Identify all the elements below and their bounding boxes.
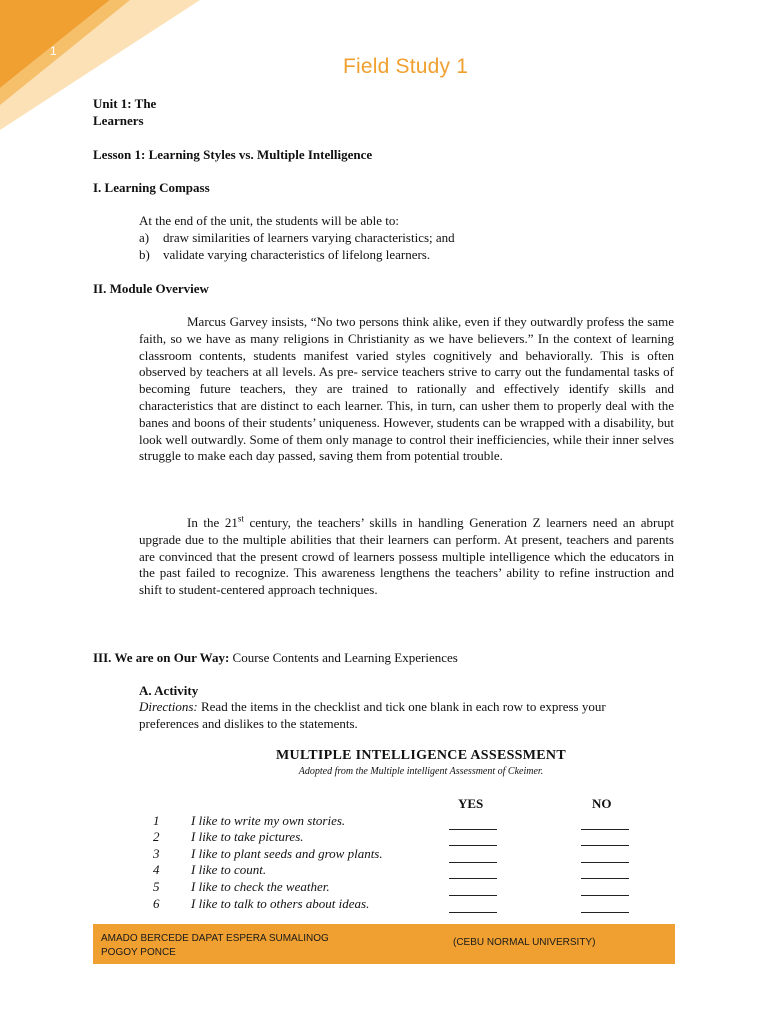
footer-bar xyxy=(93,924,675,964)
footer-university: (CEBU NORMAL UNIVERSITY) xyxy=(453,937,596,948)
unit-title xyxy=(93,95,156,129)
yes-column-header: YES xyxy=(458,796,484,811)
no-blank[interactable] xyxy=(581,881,629,896)
no-blank[interactable] xyxy=(581,848,629,863)
lesson-title: Lesson 1: Learning Styles vs. Multiple Intelligence xyxy=(93,147,373,162)
activity-heading: A. Activity xyxy=(139,683,199,698)
yes-blank[interactable] xyxy=(449,864,497,879)
page-number: 1 xyxy=(50,44,57,58)
yes-blank[interactable] xyxy=(449,881,497,896)
section3-heading-bold: III. We are on Our Way: xyxy=(93,650,230,665)
item-number: 2 xyxy=(153,829,160,844)
ordinal-superscript: st xyxy=(237,513,244,524)
item-statement: I like to write my own stories. xyxy=(191,813,346,828)
para2-rest: century, the teachers’ skills in handling Generation Z learners need an abrupt upgrade due to the multiple abilities that their learners can perform. At present, teachers and parents are convinced that the present crowd of learners possess multiple intelligence which the educators in the past failed to recognize. This awareness lengthens the teachers’ ability to refine instruction and shift to student-centered approach techniques. xyxy=(139,515,674,598)
section3-heading-rest: Course Contents and Learning Experiences xyxy=(229,650,458,665)
yes-blank[interactable] xyxy=(449,898,497,913)
overview-paragraph-1: Marcus Garvey insists, “No two persons think alike, even if they outwardly profess the same faith, so we have as many religions in Christianity as we have believers.” In the context of learning classroom contents, students manifest varied styles cognitively and behaviorally. This is often observed by teachers at all levels. As pre- service teachers strive to carry out the fundamental tasks of becoming future teachers, they are trained to rationally and effectively identify skills and characteristics that are distinct to each learner. This, in turn, can usher them to properly deal with the banes and boons of their students’ uniqueness. However, students can be wrapped with a disability, but look well outwardly. Some of them only manage to control their inefficiencies, while their inner selves struggle to make each day passed, saving them from potential trouble. xyxy=(139,314,674,464)
directions-label: Directions: xyxy=(139,699,198,714)
no-blank[interactable] xyxy=(581,864,629,879)
directions xyxy=(139,698,609,732)
no-blank[interactable] xyxy=(581,898,629,913)
list-marker: a) xyxy=(139,230,150,245)
overview-paragraph-2 xyxy=(139,515,674,599)
unit-title-line2: Learners xyxy=(93,113,144,128)
footer-authors: AMADO BERCEDE DAPAT ESPERA SUMALINOG POGOY PONCE xyxy=(101,933,329,958)
section2-heading: II. Module Overview xyxy=(93,281,209,296)
no-blank[interactable] xyxy=(581,815,629,830)
para2-start: In the 21 xyxy=(187,515,238,530)
table-row xyxy=(0,846,768,863)
assessment-subtitle: Adopted from the Multiple intelligent Assessment of Ckeimer. xyxy=(298,766,544,777)
item-number: 1 xyxy=(153,813,160,828)
item-number: 4 xyxy=(153,862,160,877)
item-statement: I like to plant seeds and grow plants. xyxy=(191,846,383,861)
no-blank[interactable] xyxy=(581,831,629,846)
list-item xyxy=(139,246,455,263)
table-row xyxy=(0,813,768,830)
table-row xyxy=(0,879,768,896)
table-row xyxy=(0,829,768,846)
no-column-header: NO xyxy=(592,796,612,811)
table-row xyxy=(0,862,768,879)
item-number: 6 xyxy=(153,896,160,911)
objectives-list xyxy=(139,212,455,263)
assessment-title: MULTIPLE INTELLIGENCE ASSESSMENT xyxy=(276,748,566,763)
list-text: validate varying characteristics of lifelong learners. xyxy=(163,247,431,262)
item-number: 3 xyxy=(153,846,160,861)
objectives-intro: At the end of the unit, the students will be able to: xyxy=(139,213,399,228)
item-statement: I like to check the weather. xyxy=(191,879,330,894)
list-text: draw similarities of learners varying characteristics; and xyxy=(163,230,455,245)
table-row xyxy=(0,896,768,913)
item-statement: I like to talk to others about ideas. xyxy=(191,896,370,911)
unit-title-line1: Unit 1: The xyxy=(93,96,157,111)
yes-blank[interactable] xyxy=(449,815,497,830)
yes-blank[interactable] xyxy=(449,848,497,863)
section3-heading xyxy=(93,649,458,666)
header-title: Field Study 1 xyxy=(343,55,469,78)
item-statement: I like to count. xyxy=(191,862,267,877)
section1-heading: I. Learning Compass xyxy=(93,180,210,195)
list-marker: b) xyxy=(139,247,150,262)
item-statement: I like to take pictures. xyxy=(191,829,304,844)
list-item xyxy=(139,229,455,246)
directions-text: Read the items in the checklist and tick one blank in each row to express your preferences and dislikes to the statements. xyxy=(139,699,606,731)
yes-blank[interactable] xyxy=(449,831,497,846)
item-number: 5 xyxy=(153,879,160,894)
